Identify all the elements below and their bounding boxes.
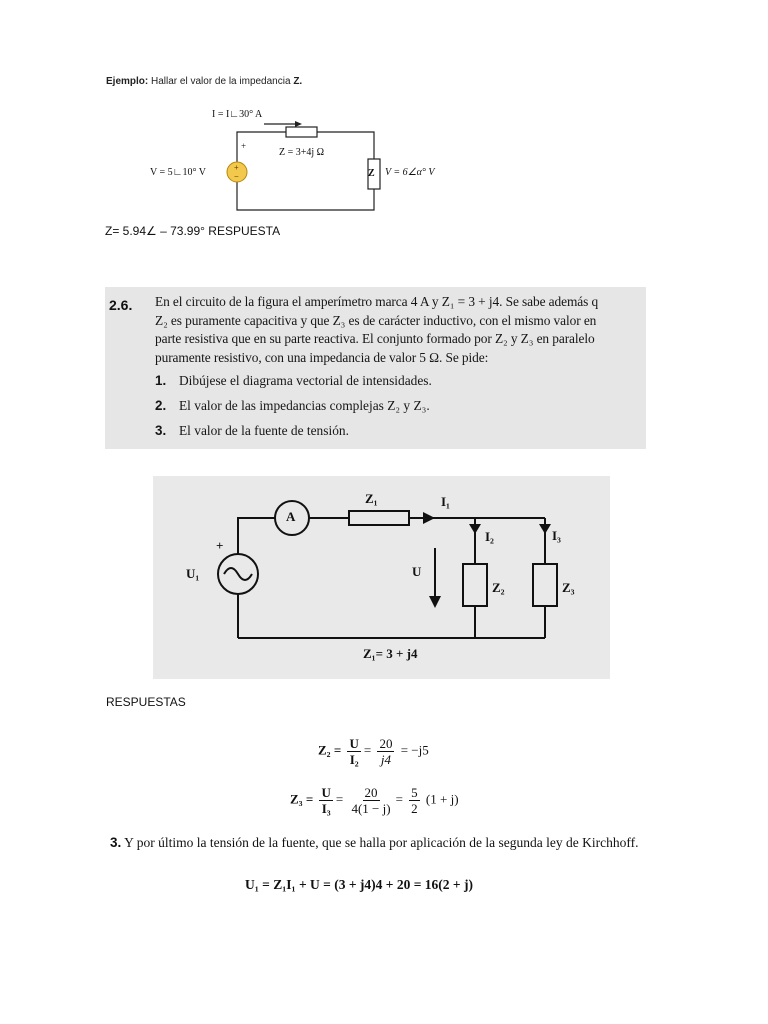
numerator: 20 — [379, 736, 393, 751]
equation-u1: U₁ = Z₁I₁ + U = (3 + j4)4 + 20 = 16(2 + j) — [245, 877, 473, 892]
circuit-figure — [153, 476, 610, 679]
equation-z3: Z₃ = $\frac{U}{\text{I₃}}$ = $\frac{20}{4(1 - j)}$ = $\frac{5}{2}$ (1 + j) — [290, 785, 459, 816]
wire-top-right — [317, 132, 374, 159]
u-arrow-head — [429, 596, 441, 608]
eq-lhs: Z₂ = — [318, 742, 342, 758]
eq-lhs: Z₃ = — [290, 791, 314, 807]
i3-label: I₃ — [552, 528, 561, 543]
u-label: U — [412, 564, 422, 579]
respuestas-heading: RESPUESTAS — [106, 695, 186, 709]
item-number: 1. — [155, 373, 167, 388]
numerator: 5 — [411, 785, 418, 800]
z-value-label: Z = 3+4j Ω — [279, 147, 325, 158]
z1-value-label: Z₁= 3 + j4 — [363, 646, 418, 661]
eq-result: = −j5 — [400, 742, 429, 758]
problem-items — [155, 373, 432, 448]
problem-item — [155, 373, 432, 398]
example-title-bold: Ejemplo: — [106, 76, 149, 87]
denominator: I₂ — [349, 752, 359, 767]
item-text: Dibújese el diagrama vectorial de intensidades. — [179, 373, 432, 388]
source-voltage-label: V = 5∟10° V — [150, 167, 207, 178]
i3-arrow-head — [539, 524, 551, 534]
i2-arrow-head — [469, 524, 481, 534]
step-number: 3. — [110, 835, 122, 850]
fraction — [377, 736, 394, 767]
problem-line: puramente resistivo, con una impedancia de valor 5 Ω. Se pide: — [155, 349, 489, 365]
i1-arrow-head — [423, 512, 435, 524]
current-arrow-head — [295, 121, 302, 127]
z3-box — [533, 564, 557, 606]
problem-item — [155, 398, 432, 423]
z2-label: Z₂ — [492, 580, 505, 595]
fraction — [349, 785, 392, 816]
item-text: El valor de la fuente de tensión. — [179, 423, 349, 438]
step-3-paragraph — [110, 834, 656, 851]
impedance-top-box — [286, 127, 317, 137]
u1-label: U₁ — [186, 566, 200, 581]
problem-2-6 — [105, 287, 646, 449]
ac-source-wave — [224, 568, 252, 580]
z1-box — [349, 511, 409, 525]
denominator: j4 — [380, 752, 392, 767]
example-circuit-svg — [104, 64, 444, 216]
equation-z2: Z₂ = $\frac{U}{\text{I₂}}$ = $\frac{20}{j4}$ = −j5 — [318, 736, 429, 767]
load-voltage-label: V = 6∠α° V — [385, 167, 435, 178]
ammeter-label: A — [286, 509, 296, 524]
problem-line: parte resistiva que en su parte reactiva. El conjunto formado por Z₂ y Z₃ en paralelo — [155, 331, 595, 346]
problem-line: Z₂ es puramente capacitiva y que Z₃ es de carácter inductivo, con el mismo valor en — [155, 312, 597, 328]
problem-number: 2.6. — [109, 297, 133, 313]
z1-label: Z₁ — [365, 491, 378, 506]
fraction — [319, 785, 332, 816]
i2-label: I₂ — [485, 529, 494, 544]
denominator: I₃ — [321, 801, 331, 816]
item-number: 2. — [155, 398, 167, 413]
example-figure — [104, 64, 444, 216]
numerator: 20 — [364, 785, 378, 800]
current-label: I = I∟30° A — [212, 109, 263, 120]
numerator: U — [321, 785, 331, 800]
example-title-z: Z. — [293, 76, 303, 87]
item-text: El valor de las impedancias complejas Z₂ y Z₃. — [179, 398, 430, 413]
plus-sign: + — [241, 141, 247, 151]
problem-statement — [155, 293, 640, 367]
example-title-text: Hallar el valor de la impedancia — [148, 76, 294, 87]
wire-bottom — [237, 182, 374, 210]
svg-text:−: − — [234, 172, 239, 181]
z3-label: Z₃ — [562, 580, 575, 595]
problem-line: En el circuito de la figura el amperímetro marca 4 A y Z₁ = 3 + j4. Se sabe además q — [155, 294, 599, 309]
denominator: 4(1 − j) — [351, 801, 391, 816]
fraction — [347, 736, 360, 767]
source-plus: + — [216, 538, 224, 553]
eq-result: (1 + j) — [425, 791, 459, 807]
wire-left-top — [238, 518, 275, 554]
problem-item — [155, 423, 432, 448]
z2-box — [463, 564, 487, 606]
svg-text:+: + — [234, 163, 239, 172]
i1-label: I₁ — [441, 494, 450, 509]
answer-line: Z= 5.94∠ – 73.99° RESPUESTA — [105, 224, 281, 238]
step-text: Y por último la tensión de la fuente, que se halla por aplicación de la segunda ley de Kirchhoff. — [124, 835, 639, 850]
load-z-label: Z — [368, 168, 375, 179]
fraction — [409, 785, 420, 816]
denominator: 2 — [411, 801, 418, 816]
item-number: 3. — [155, 423, 167, 438]
numerator: U — [349, 736, 359, 751]
